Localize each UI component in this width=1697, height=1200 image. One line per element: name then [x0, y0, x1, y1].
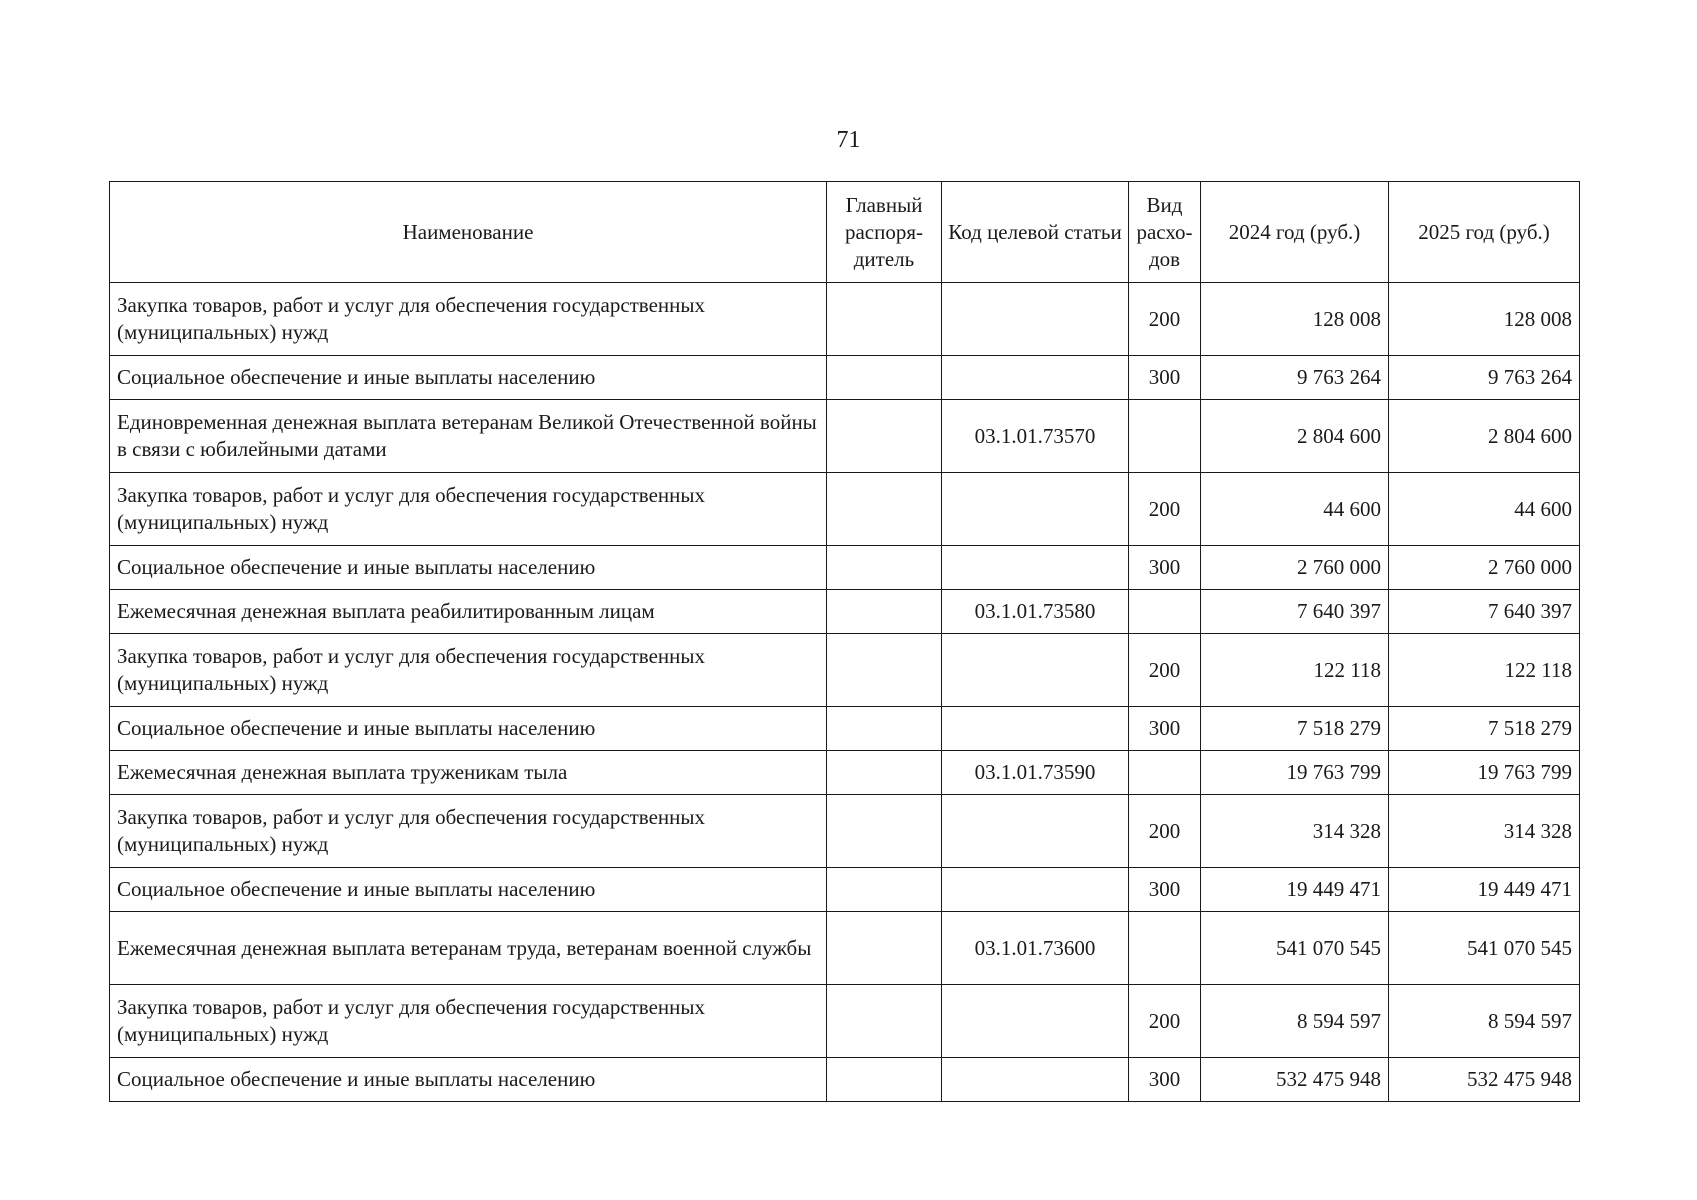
header-target-code: Код целевой статьи [942, 182, 1129, 283]
table-row [110, 546, 1580, 590]
cell-year-2024: 8 594 597 [1201, 985, 1389, 1058]
cell-expense-type: 200 [1129, 795, 1201, 868]
cell-expense-type: 300 [1129, 868, 1201, 912]
table-row [110, 795, 1580, 868]
cell-name: Ежемесячная денежная выплата ветеранам труда, ветеранам военной службы [110, 912, 827, 985]
header-main-manager: Главный распоря-дитель [827, 182, 942, 283]
table-row [110, 1058, 1580, 1102]
cell-year-2024: 19 763 799 [1201, 751, 1389, 795]
cell-year-2024: 532 475 948 [1201, 1058, 1389, 1102]
cell-expense-type: 300 [1129, 546, 1201, 590]
cell-main-manager [827, 546, 942, 590]
cell-year-2025: 2 760 000 [1389, 546, 1580, 590]
cell-name: Социальное обеспечение и иные выплаты населению [110, 707, 827, 751]
cell-main-manager [827, 634, 942, 707]
table-row [110, 473, 1580, 546]
cell-expense-type [1129, 400, 1201, 473]
cell-target-code [942, 985, 1129, 1058]
page-number: 71 [836, 127, 861, 153]
table-row [110, 356, 1580, 400]
cell-expense-type: 300 [1129, 1058, 1201, 1102]
budget-table [109, 181, 1580, 1102]
cell-year-2024: 128 008 [1201, 283, 1389, 356]
cell-name: Закупка товаров, работ и услуг для обеспечения государственных (муниципальных) нужд [110, 473, 827, 546]
cell-year-2024: 2 760 000 [1201, 546, 1389, 590]
cell-name: Ежемесячная денежная выплата реабилитированным лицам [110, 590, 827, 634]
table-row [110, 283, 1580, 356]
cell-target-code [942, 868, 1129, 912]
header-year-2025: 2025 год (руб.) [1389, 182, 1580, 283]
cell-year-2025: 314 328 [1389, 795, 1580, 868]
cell-name: Закупка товаров, работ и услуг для обеспечения государственных (муниципальных) нужд [110, 634, 827, 707]
cell-main-manager [827, 590, 942, 634]
cell-main-manager [827, 795, 942, 868]
cell-year-2024: 9 763 264 [1201, 356, 1389, 400]
cell-year-2025: 128 008 [1389, 283, 1580, 356]
cell-year-2025: 2 804 600 [1389, 400, 1580, 473]
cell-target-code [942, 283, 1129, 356]
cell-expense-type [1129, 590, 1201, 634]
cell-main-manager [827, 283, 942, 356]
table-row [110, 751, 1580, 795]
cell-target-code [942, 707, 1129, 751]
cell-year-2025: 9 763 264 [1389, 356, 1580, 400]
cell-main-manager [827, 707, 942, 751]
cell-year-2024: 122 118 [1201, 634, 1389, 707]
cell-year-2024: 541 070 545 [1201, 912, 1389, 985]
cell-year-2024: 7 640 397 [1201, 590, 1389, 634]
table-row [110, 590, 1580, 634]
cell-target-code: 03.1.01.73600 [942, 912, 1129, 985]
cell-year-2025: 7 518 279 [1389, 707, 1580, 751]
cell-year-2025: 122 118 [1389, 634, 1580, 707]
cell-main-manager [827, 751, 942, 795]
cell-name: Единовременная денежная выплата ветеранам Великой Отечественной войны в связи с юбилейными датами [110, 400, 827, 473]
table-row [110, 400, 1580, 473]
cell-year-2025: 7 640 397 [1389, 590, 1580, 634]
cell-expense-type: 300 [1129, 707, 1201, 751]
cell-year-2025: 19 763 799 [1389, 751, 1580, 795]
table-row [110, 634, 1580, 707]
cell-name: Социальное обеспечение и иные выплаты населению [110, 1058, 827, 1102]
cell-name: Закупка товаров, работ и услуг для обеспечения государственных (муниципальных) нужд [110, 795, 827, 868]
cell-name: Закупка товаров, работ и услуг для обеспечения государственных (муниципальных) нужд [110, 283, 827, 356]
cell-year-2025: 8 594 597 [1389, 985, 1580, 1058]
cell-main-manager [827, 473, 942, 546]
cell-expense-type: 200 [1129, 985, 1201, 1058]
cell-target-code: 03.1.01.73590 [942, 751, 1129, 795]
table-row [110, 912, 1580, 985]
cell-name: Закупка товаров, работ и услуг для обеспечения государственных (муниципальных) нужд [110, 985, 827, 1058]
cell-expense-type: 200 [1129, 473, 1201, 546]
cell-name: Ежемесячная денежная выплата труженикам тыла [110, 751, 827, 795]
cell-main-manager [827, 868, 942, 912]
cell-name: Социальное обеспечение и иные выплаты населению [110, 868, 827, 912]
cell-year-2024: 19 449 471 [1201, 868, 1389, 912]
cell-target-code [942, 634, 1129, 707]
header-name: Наименование [110, 182, 827, 283]
table-row [110, 985, 1580, 1058]
cell-year-2024: 314 328 [1201, 795, 1389, 868]
cell-main-manager [827, 356, 942, 400]
header-expense-type: Вид расхо-дов [1129, 182, 1201, 283]
cell-year-2025: 44 600 [1389, 473, 1580, 546]
cell-target-code [942, 473, 1129, 546]
cell-expense-type: 200 [1129, 283, 1201, 356]
cell-target-code [942, 546, 1129, 590]
cell-expense-type: 200 [1129, 634, 1201, 707]
cell-expense-type: 300 [1129, 356, 1201, 400]
cell-name: Социальное обеспечение и иные выплаты населению [110, 356, 827, 400]
cell-main-manager [827, 985, 942, 1058]
cell-main-manager [827, 400, 942, 473]
cell-target-code [942, 1058, 1129, 1102]
cell-expense-type [1129, 912, 1201, 985]
cell-year-2024: 2 804 600 [1201, 400, 1389, 473]
cell-year-2024: 44 600 [1201, 473, 1389, 546]
table-header-row [110, 182, 1580, 283]
cell-target-code [942, 795, 1129, 868]
cell-target-code: 03.1.01.73580 [942, 590, 1129, 634]
cell-main-manager [827, 1058, 942, 1102]
cell-year-2025: 541 070 545 [1389, 912, 1580, 985]
cell-year-2024: 7 518 279 [1201, 707, 1389, 751]
table-row [110, 868, 1580, 912]
table-row [110, 707, 1580, 751]
cell-name: Социальное обеспечение и иные выплаты населению [110, 546, 827, 590]
cell-target-code [942, 356, 1129, 400]
cell-year-2025: 532 475 948 [1389, 1058, 1580, 1102]
cell-target-code: 03.1.01.73570 [942, 400, 1129, 473]
cell-expense-type [1129, 751, 1201, 795]
cell-main-manager [827, 912, 942, 985]
header-year-2024: 2024 год (руб.) [1201, 182, 1389, 283]
cell-year-2025: 19 449 471 [1389, 868, 1580, 912]
